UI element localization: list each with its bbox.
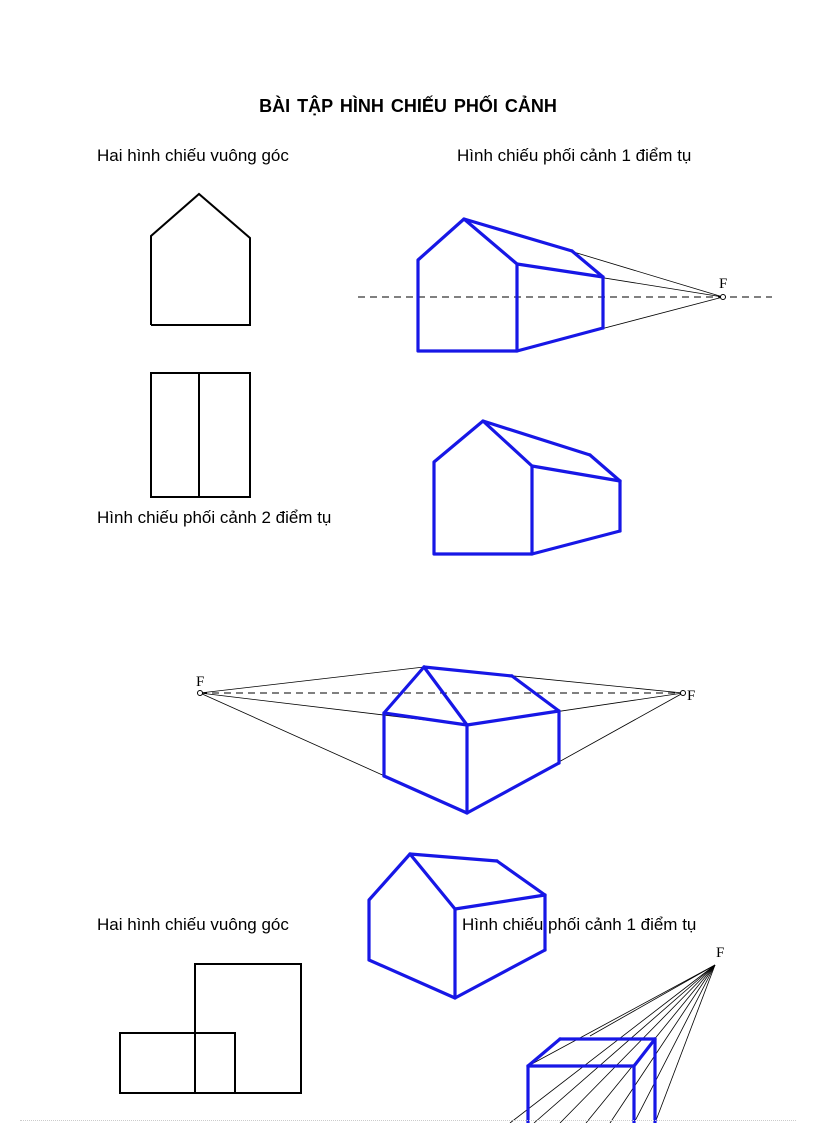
orthographic-label-2: Hai hình chiếu vuông góc [97,915,289,934]
page-bottom-border [20,1120,796,1121]
page-title: BÀI TẬP HÌNH CHIẾU PHỐI CẢNH [259,96,557,116]
one-point-perspective-label-2: Hình chiếu phối cảnh 1 điểm tụ [462,915,697,934]
vanishing-point-label-f1: F [719,276,728,292]
vanishing-point-left-marker [198,691,203,696]
vanishing-point-label-right: F [687,688,696,704]
block-orthographic-views [120,964,301,1093]
block-one-point-perspective [528,1039,655,1123]
vanishing-point-label-f3: F [716,945,725,961]
one-point-perspective-label-1: Hình chiếu phối cảnh 1 điểm tụ [457,146,692,165]
house-front-view [151,194,250,325]
house-perspective-result-2 [369,854,545,998]
house-top-view [151,373,250,497]
house-one-point-perspective [418,219,603,351]
vanishing-point-label-left: F [196,674,205,690]
two-point-perspective-label: Hình chiếu phối cảnh 2 điểm tụ [97,508,332,527]
orthographic-label-1: Hai hình chiếu vuông góc [97,146,289,165]
vanishing-point-right-marker [681,691,686,696]
house-two-point-perspective [384,667,559,813]
house-perspective-result-1 [434,421,620,554]
one-point-construction-lines [358,219,772,351]
block-one-point-construction-lines [510,965,715,1123]
vanishing-point-marker [721,295,726,300]
